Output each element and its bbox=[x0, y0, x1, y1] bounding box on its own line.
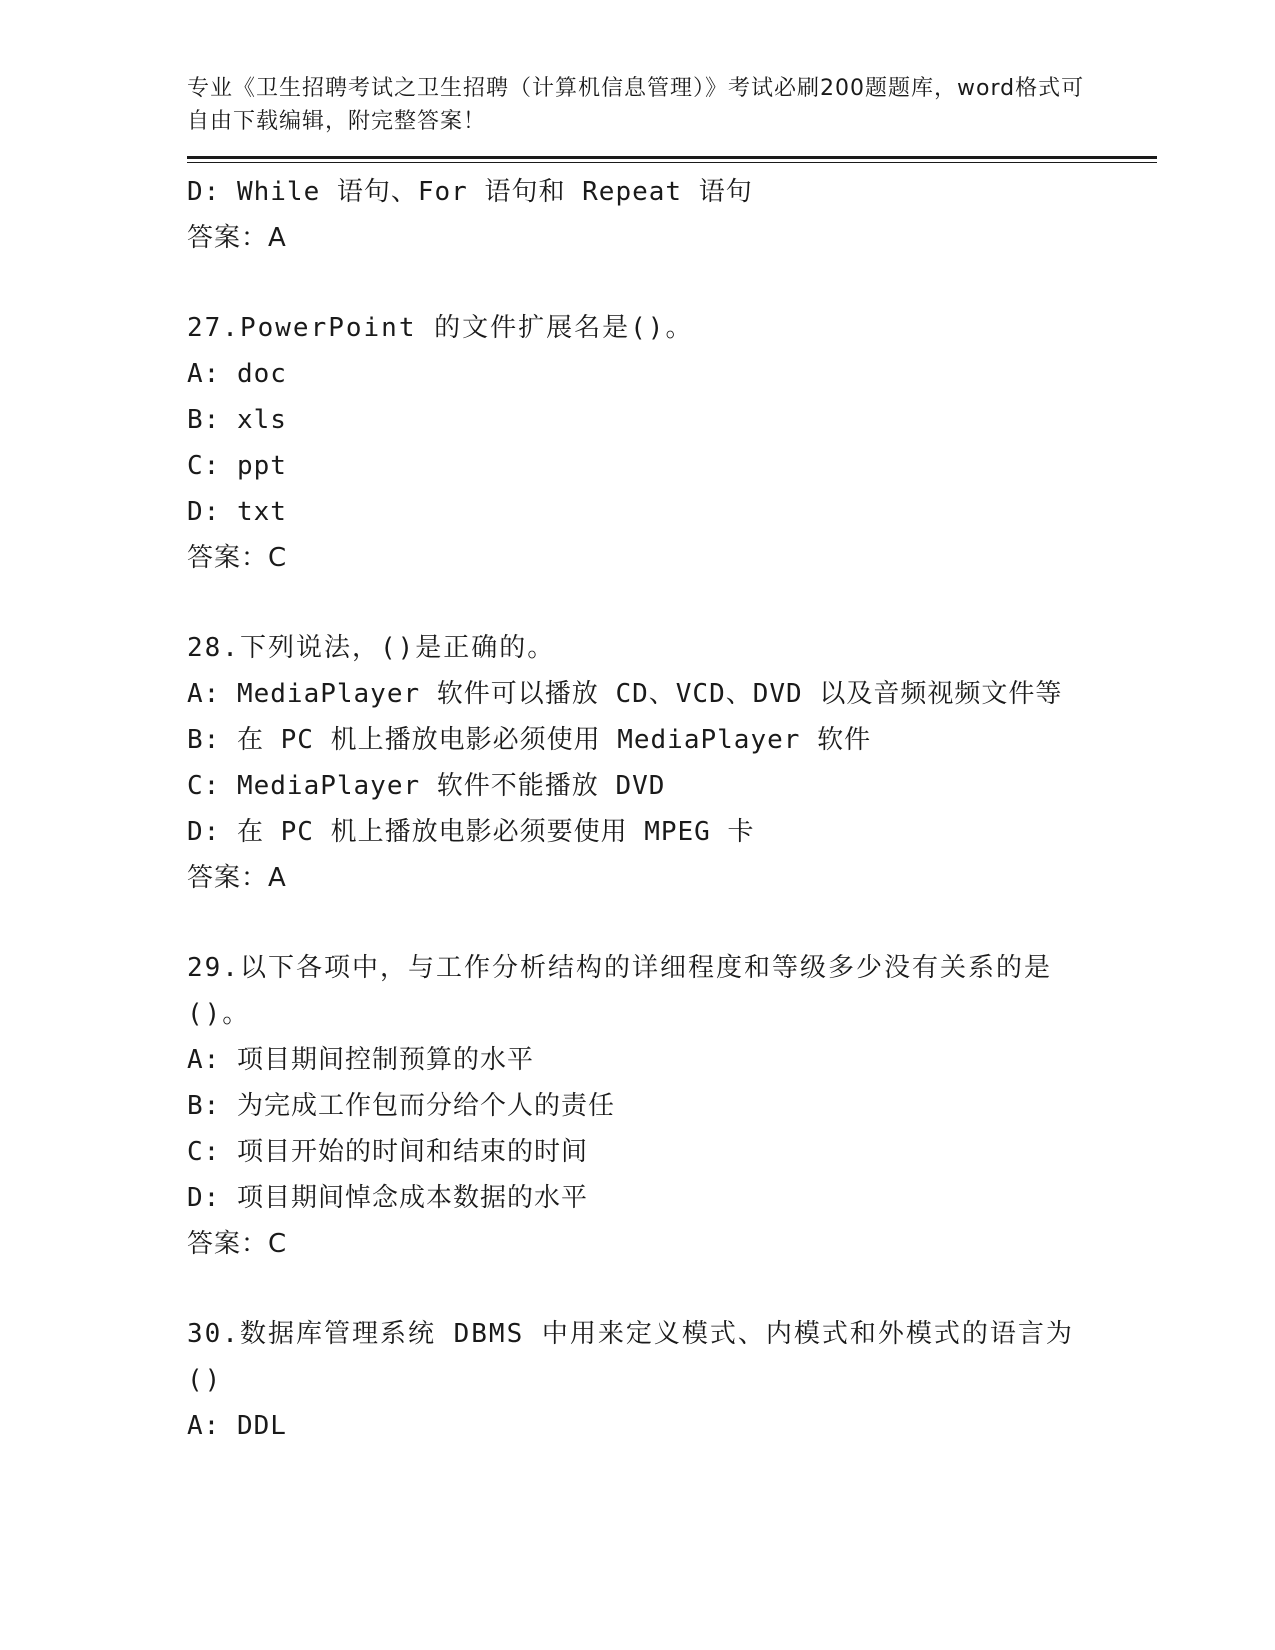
answer: 答案：C bbox=[187, 543, 288, 573]
option-d: D: While 语句、For 语句和 Repeat 语句 bbox=[187, 177, 753, 207]
question-stem: 29.以下各项中，与工作分析结构的详细程度和等级多少没有关系的是()。 bbox=[187, 953, 1052, 1029]
option-a: A: MediaPlayer 软件可以播放 CD、VCD、DVD 以及音频视频文件等 bbox=[187, 679, 1063, 709]
header-rule-thick bbox=[187, 156, 1157, 159]
option-d: D: txt bbox=[187, 497, 287, 527]
option-b: B: xls bbox=[187, 405, 287, 435]
question-26-tail bbox=[187, 169, 1157, 261]
question-stem: 28.下列说法，()是正确的。 bbox=[187, 633, 556, 663]
answer: 答案：A bbox=[187, 863, 287, 893]
option-a: A: doc bbox=[187, 359, 287, 389]
option-c: C: MediaPlayer 软件不能播放 DVD bbox=[187, 771, 666, 801]
document-header: 专业《卫生招聘考试之卫生招聘（计算机信息管理）》考试必刷200题题库，word格式可自由下载编辑，附完整答案！ bbox=[187, 76, 1085, 134]
answer: 答案：C bbox=[187, 1229, 288, 1259]
option-b: B: 在 PC 机上播放电影必须使用 MediaPlayer 软件 bbox=[187, 725, 872, 755]
question-29 bbox=[187, 945, 1157, 1267]
question-28 bbox=[187, 625, 1157, 901]
option-c: C: 项目开始的时间和结束的时间 bbox=[187, 1137, 588, 1167]
header-rule-thin bbox=[187, 162, 1157, 163]
option-c: C: ppt bbox=[187, 451, 287, 481]
option-d: D: 在 PC 机上播放电影必须要使用 MPEG 卡 bbox=[187, 817, 755, 847]
option-a: A: 项目期间控制预算的水平 bbox=[187, 1045, 534, 1075]
question-stem: 30.数据库管理系统 DBMS 中用来定义模式、内模式和外模式的语言为() bbox=[187, 1319, 1074, 1395]
answer: 答案：A bbox=[187, 223, 287, 253]
option-d: D: 项目期间悼念成本数据的水平 bbox=[187, 1183, 588, 1213]
question-30 bbox=[187, 1311, 1157, 1449]
document-page bbox=[187, 72, 1157, 1449]
option-b: B: 为完成工作包而分给个人的责任 bbox=[187, 1091, 615, 1121]
document-content bbox=[187, 169, 1157, 1449]
question-stem: 27.PowerPoint 的文件扩展名是()。 bbox=[187, 313, 694, 343]
option-a: A: DDL bbox=[187, 1411, 287, 1441]
question-27 bbox=[187, 305, 1157, 581]
